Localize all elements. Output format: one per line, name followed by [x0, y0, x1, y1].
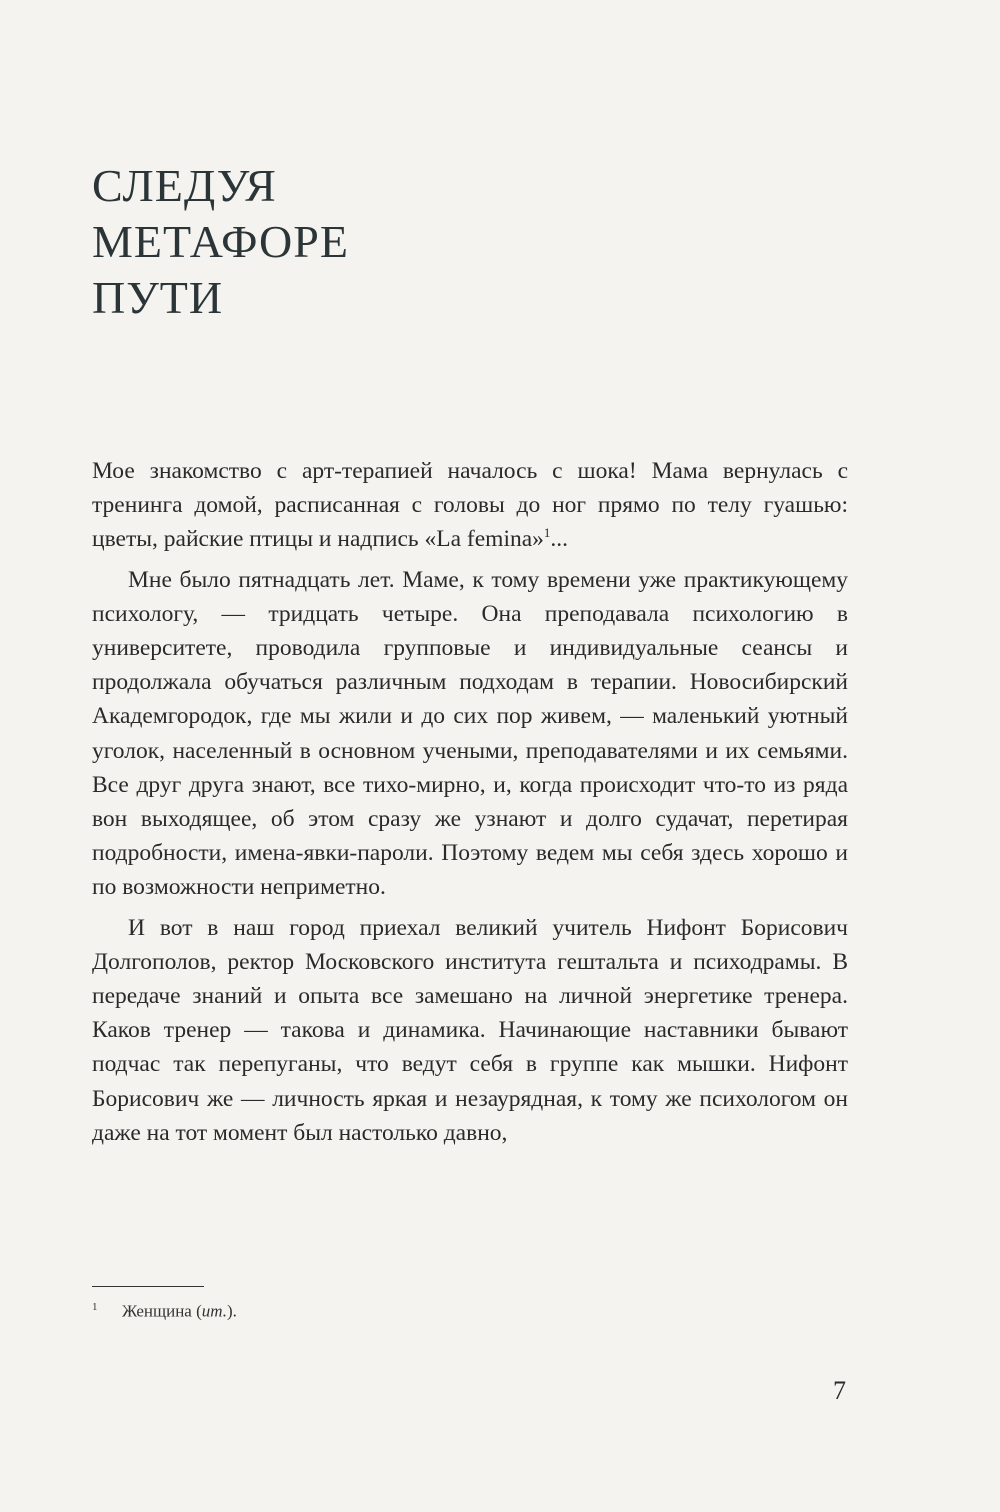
- paragraph-text: ...: [550, 526, 569, 553]
- footnote-text: Женщина (: [122, 1301, 202, 1321]
- paragraph: И вот в наш город приехал великий учитель Нифонт Борисович Долгополов, ректор Московского института гештальта и психодрамы. В передаче знаний и опыта все замешано на личной энергетике тренера. Каков тренер — такова и динамика. Начинающие наставники бывают подчас так перепуганы, что ведут себя в группе как мышки. Нифонт Борисович же — личность яркая и незаурядная, к тому же психологом он даже на тот момент был настолько давно,: [92, 914, 848, 1146]
- chapter-title-line: ПУТИ: [92, 272, 224, 323]
- paragraph-text: Мое знакомство с арт-терапией началось с шока! Мама вернулась с тренинга домой, расписанная с головы до ног прямо по телу гуашью: цветы, райские птицы и надпись «La femina»: [92, 458, 848, 553]
- chapter-title-line: СЛЕДУЯ: [92, 160, 277, 211]
- paragraph: Мне было пятнадцать лет. Маме, к тому времени уже практикующему психологу, — тридцать четыре. Она преподавала психологию в университете, проводила групповые и индивидуальные сеансы и продолжала обучаться различным подходам в терапии. Новосибирский Академгородок, где мы жили и до сих пор живем, — маленький уютный уголок, населенный в основном учеными, преподавателями и их семьями. Все друг друга знают, все тихо-мирно, и, когда происходит что-то из ряда вон выходящее, об этом сразу же узнают и долго судачат, перетирая подробности, имена-явки-пароли. Поэтому ведем мы себя здесь хорошо и по возможности неприметно.: [92, 566, 848, 901]
- chapter-title: [92, 158, 349, 326]
- body-text: [92, 454, 848, 1150]
- paragraph: [92, 454, 848, 557]
- chapter-title-line: МЕТАФОРЕ: [92, 216, 349, 267]
- footnote: [92, 1296, 237, 1323]
- page-number: 7: [833, 1376, 846, 1405]
- footnote-text: ).: [227, 1301, 237, 1321]
- footnote-divider: [92, 1286, 204, 1287]
- footnote-reference: 1: [543, 525, 551, 541]
- footnote-abbreviation: ит.: [201, 1301, 227, 1321]
- footnote-number: 1: [92, 1301, 98, 1313]
